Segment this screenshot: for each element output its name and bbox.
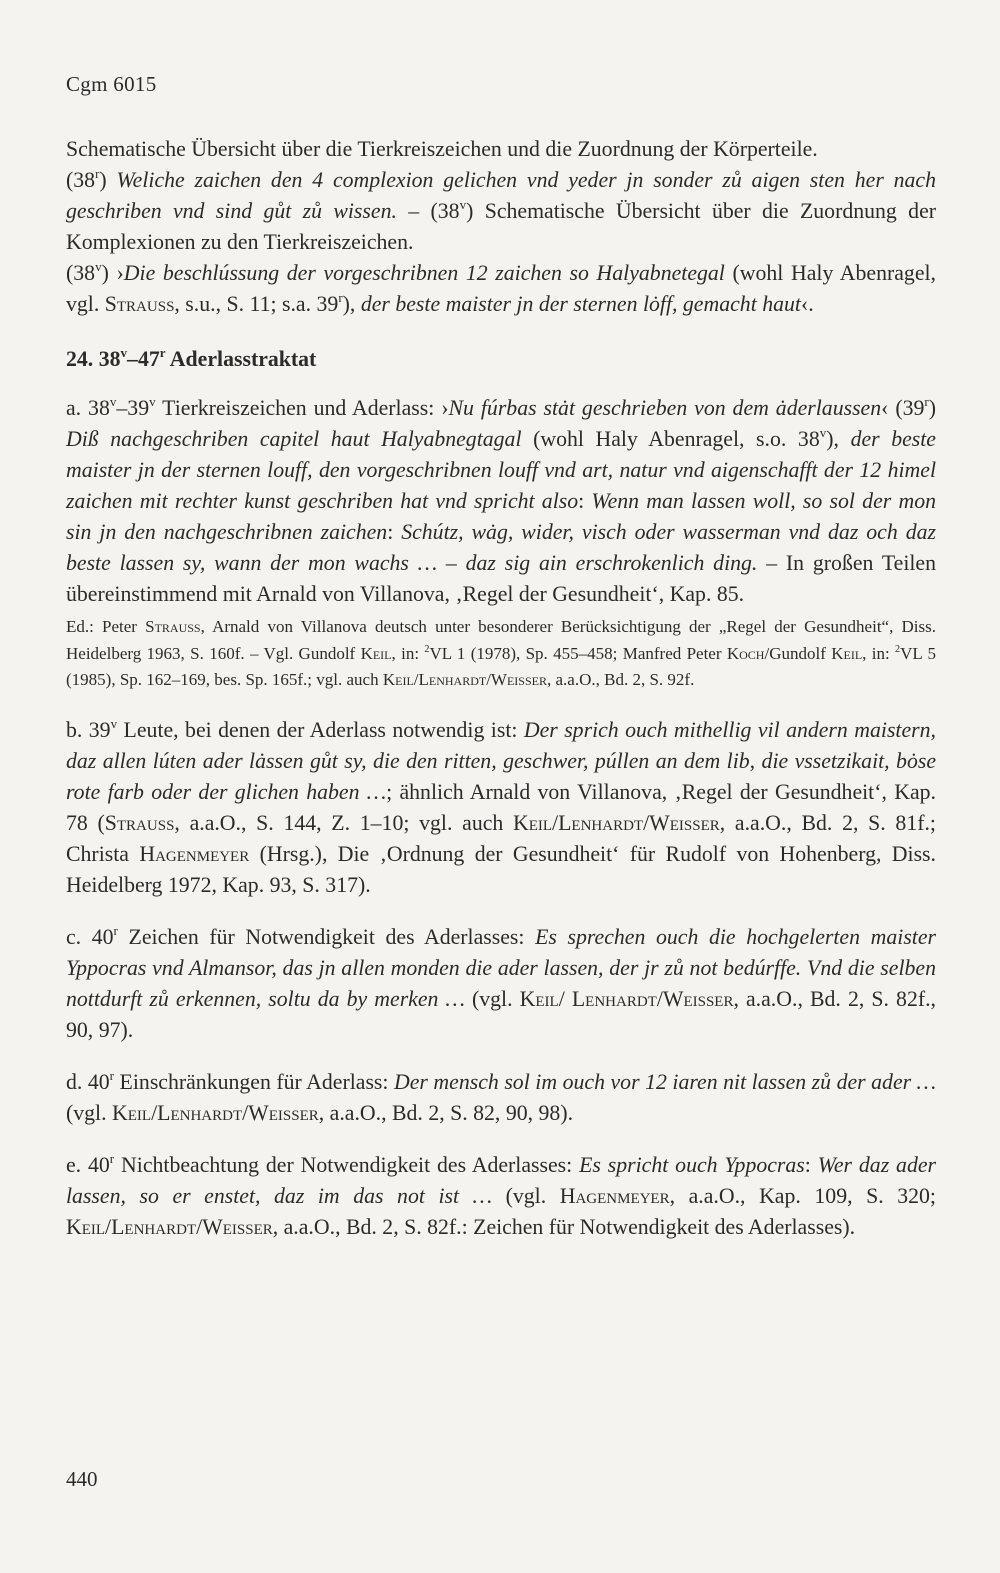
paragraph-intro: Schematische Übersicht über die Tierkreiszeichen und die Zuordnung der Körperteile. (38$^r$) Weliche zaichen den 4 complexion gelichen vnd yeder jn sonder zů aigen sten her nach geschriben vnd sind gůt zů wissen. – (38$^v$) Schematische Übersicht über die Zuordnung der Komplexionen zu den Tierkreiszeichen. (38$^v$) ›Die beschlússung der vorgeschribnen 12 zaichen so Halyabnetegal (wohl Haly Abenragel, vgl. Strauss, s.u., S. 11; s.a. 39$^r$), der beste maister jn der sternen lȯff, gemacht haut‹. — [66, 137, 937, 316]
section-heading: 24. 38$^v$–47$^r$ Aderlasstraktat — [66, 344, 317, 371]
edition-note: Ed.: Peter Strauss, Arnald von Villanova deutsch unter besonderer Berücksichtigung der „Regel der Gesundheit“, Diss. Heidelberg 1963, S. 160f. – Vgl. Gundolf Keil, in: $^2$VL 1 (1978), Sp. 455–458; Manfred Peter Koch/Gundolf Keil, in: $^2$VL 5 (1985), Sp. 162–169, bes. Sp. 165f.; vgl. auch Keil/Lenhardt/Weisser, a.a.O., Bd. 2, S. 92f. — [66, 617, 937, 689]
paragraph-b: b. 39$^v$ Leute, bei denen der Aderlass notwendig ist: Der sprich ouch mithellig vil andern maistern, daz allen lúten ader lȧssen gůt sy, die den ritten, geschwer, púllen an dem lib, die vssetzikait, bȯse rote farb oder der glichen haben …; ähnlich Arnald von Villanova, ‚Regel der Gesundheit‘, Kap. 78 (Strauss, a.a.O., S. 144, Z. 1–10; vgl. auch Keil/Lenhardt/Weisser, a.a.O., Bd. 2, S. 81f.; Christa Hagenmeyer (Hrsg.), Die ‚Ordnung der Gesundheit‘ für Rudolf von Hohenberg, Diss. Heidelberg 1972, Kap. 93, S. 317). — [66, 715, 936, 897]
paragraph-a: a. 38$^v$–39$^v$ Tierkreiszeichen und Aderlass: ›Nu fúrbas stȧt geschrieben von dem ȧderlaussen‹ (39$^r$) Diß nachgeschriben capitel haut Halyabnegtagal (wohl Haly Abenragel, s.o. 38$^v$), der beste maister jn der sternen louff, den vorgeschribnen louff vnd art, natur vnd aigenschafft der 12 himel zaichen mit rechter kunst geschriben hat vnd spricht also: Wenn man lassen woll, so sol der mon sin jn den nachgeschribnen zaichen: Schútz, wȧg, wider, visch oder wasserman vnd daz och daz beste lassen sy, wann der mon wachs … – daz sig ain erschrokenlich ding. – In großen Teilen übereinstimmend mit Arnald von Villanova, ‚Regel der Gesundheit‘, Kap. 85. — [66, 393, 937, 606]
body-text — [66, 134, 936, 1243]
page-number: 440 — [66, 1467, 98, 1491]
running-head: Cgm 6015 — [66, 72, 157, 96]
paragraph-c: c. 40$^r$ Zeichen für Notwendigkeit des Aderlasses: Es sprechen ouch die hochgelerten maister Yppocras vnd Almansor, das jn allen monden die ader lassen, der jr zů not bedúrffe. Vnd die selben nottdurft zů erkennen, soltu da by merken … (vgl. Keil/ Lenhardt/Weisser, a.a.O., Bd. 2, S. 82f., 90, 97). — [66, 922, 937, 1042]
paragraph-e: e. 40$^r$ Nichtbeachtung der Notwendigkeit des Aderlasses: Es spricht ouch Yppocras: Wer daz ader lassen, so er enstet, daz im das not ist … (vgl. Hagenmeyer, a.a.O., Kap. 109, S. 320; Keil/Lenhardt/Weisser, a.a.O., Bd. 2, S. 82f.: Zeichen für Notwendigkeit des Aderlasses). — [66, 1150, 937, 1239]
paragraph-d: d. 40$^r$ Einschränkungen für Aderlass: Der mensch sol im ouch vor 12 iaren nit lassen zů der ader … (vgl. Keil/Lenhardt/Weisser, a.a.O., Bd. 2, S. 82, 90, 98). — [66, 1067, 937, 1125]
